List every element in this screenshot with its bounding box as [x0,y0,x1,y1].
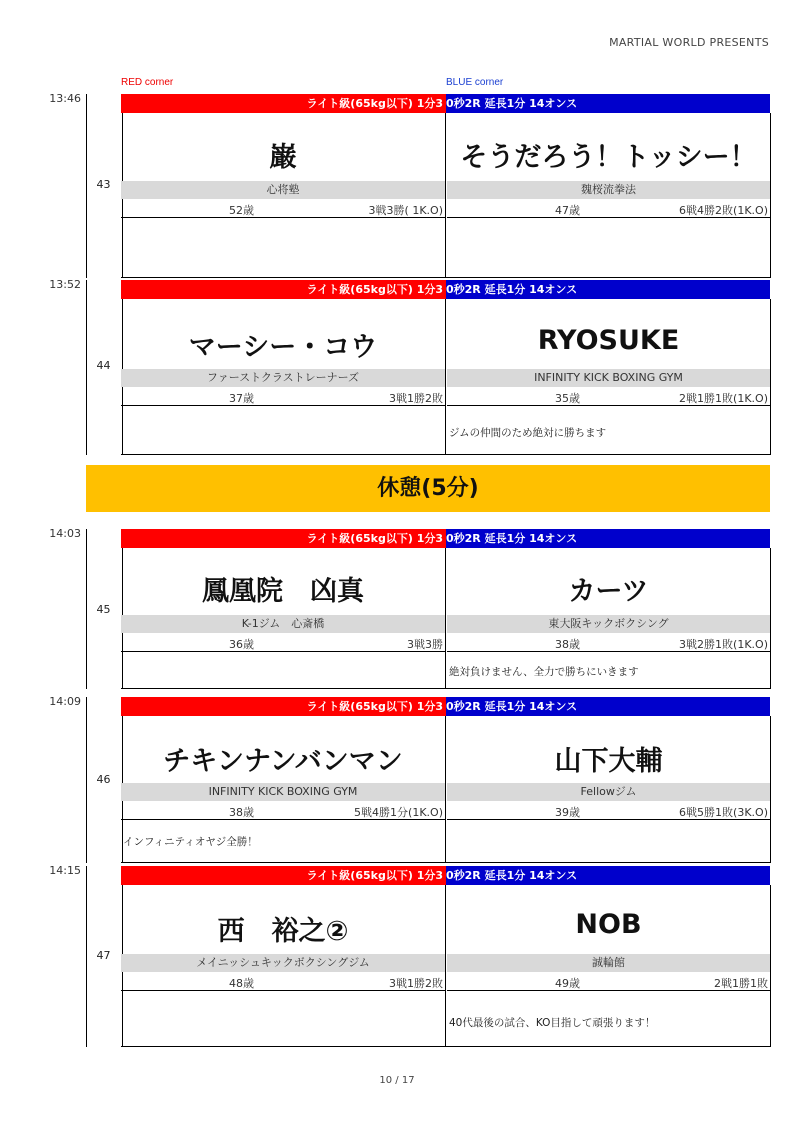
fighter-gym: 誠輪館 [447,954,770,972]
fighter-age: 35歳 [555,392,580,405]
fighter-name: 西 裕之② [217,916,349,947]
fighter-comment: インフィニティオヤジ全勝！ [123,836,258,848]
weight-class: ライト級(65kg以下) 1分3 [306,869,443,882]
fighter-gym: INFINITY KICK BOXING GYM [447,369,770,387]
fighter-age: 52歳 [229,204,254,217]
weight-class-bar [121,529,770,548]
bout-rules: 0秒2R 延長1分 14オンス [446,97,578,110]
fighter-age: 39歳 [555,806,580,819]
weight-class: ライト級(65kg以下) 1分3 [306,532,443,545]
weight-class-bar [121,94,770,113]
fighter-comment: 絶対負けません、全力で勝ちにいきます [449,666,639,678]
fighter-record: 6戦5勝1敗(3K.O) [679,806,768,819]
weight-class: ライト級(65kg以下) 1分3 [306,97,443,110]
fighter-record: 3戦1勝2敗 [389,392,443,405]
fighter-record: 2戦1勝1敗 [714,977,768,990]
fighter-name: NOB [575,909,642,940]
fighter-comment: ジムの仲間のため絶対に勝ちます [449,427,607,439]
fighter-record: 2戦1勝1敗(1K.O) [679,392,768,405]
fighter-name: 山下大輔 [554,746,663,777]
bout-time: 14:03 [49,527,81,540]
blue-fighter [447,299,771,455]
fighter-record: 3戦3勝( 1K.O) [368,204,443,217]
weight-class-bar [121,866,770,885]
fighter-name: 鳳凰院 凶真 [202,576,364,607]
bout-rules: 0秒2R 延長1分 14オンス [446,869,578,882]
fighter-gym: Fellowジム [447,783,770,801]
weight-class-bar [121,697,770,716]
fighter-record: 3戦1勝2敗 [389,977,443,990]
bout-rules: 0秒2R 延長1分 14オンス [446,283,578,296]
bout-number: 47 [96,949,111,962]
fighter-age: 47歳 [555,204,580,217]
red-corner-label: RED corner [121,77,174,88]
bout-rules: 0秒2R 延長1分 14オンス [446,700,578,713]
fighter-gym: メイニッシュキックボクシングジム [121,954,445,972]
bout-time: 13:46 [49,92,81,105]
presents-header: MARTIAL WORLD PRESENTS [609,36,769,49]
fighter-gym: K-1ジム 心斎橋 [121,615,445,633]
bout-card [49,695,770,863]
fighter-name: 巌 [269,142,297,173]
red-fighter [121,113,446,278]
blue-fighter [447,716,771,863]
fighter-age: 36歳 [229,638,254,651]
red-fighter [121,548,446,689]
fighter-gym: 東大阪キックボクシング [447,615,770,633]
bout-card [49,92,770,278]
fighter-gym: INFINITY KICK BOXING GYM [121,783,445,801]
fighter-gym: 心将塾 [121,181,445,199]
fighter-record: 5戦4勝1分(1K.O) [354,806,443,819]
bout-time: 13:52 [49,278,81,291]
weight-class: ライト級(65kg以下) 1分3 [306,283,443,296]
blue-fighter [447,548,771,689]
break-banner: 休憩(5分) [86,465,770,512]
bout-rules: 0秒2R 延長1分 14オンス [446,532,578,545]
bout-number: 46 [96,773,111,786]
bout-card [49,527,770,689]
fighter-record: 3戦3勝 [407,638,443,651]
fighter-name: RYOSUKE [537,325,680,356]
fighter-gym: ファーストクラストレーナーズ [121,369,445,387]
fighter-record: 6戦4勝2敗(1K.O) [679,204,768,217]
fighter-age: 48歳 [229,977,254,990]
bout-card [49,278,770,455]
page-number: 10 / 17 [379,1075,415,1086]
fighter-gym: 魏桜流拳法 [447,181,770,199]
fighter-name: チキンナンバンマン [163,746,403,777]
fighter-name: マーシー・コウ [188,332,378,363]
red-fighter [121,716,446,863]
fighter-age: 37歳 [229,392,254,405]
red-fighter [121,885,446,1047]
weight-class: ライト級(65kg以下) 1分3 [306,700,443,713]
bout-card [49,864,770,1047]
bout-number: 43 [96,178,111,191]
fighter-age: 49歳 [555,977,580,990]
blue-corner-label: BLUE corner [446,77,504,88]
bout-number: 44 [96,359,111,372]
fighter-comment: 40代最後の試合、KO目指して頑張ります！ [449,1017,656,1029]
red-fighter [121,299,446,455]
bout-time: 14:09 [49,695,81,708]
blue-fighter [447,885,771,1047]
fighter-age: 38歳 [229,806,254,819]
blue-fighter [447,113,771,278]
bout-time: 14:15 [49,864,81,877]
fighter-name: そうだろう！トッシー！ [460,142,757,173]
fighter-age: 38歳 [555,638,580,651]
fighter-record: 3戦2勝1敗(1K.O) [679,638,768,651]
weight-class-bar [121,280,770,299]
bout-number: 45 [96,603,111,616]
fighter-name: カーツ [568,576,649,607]
